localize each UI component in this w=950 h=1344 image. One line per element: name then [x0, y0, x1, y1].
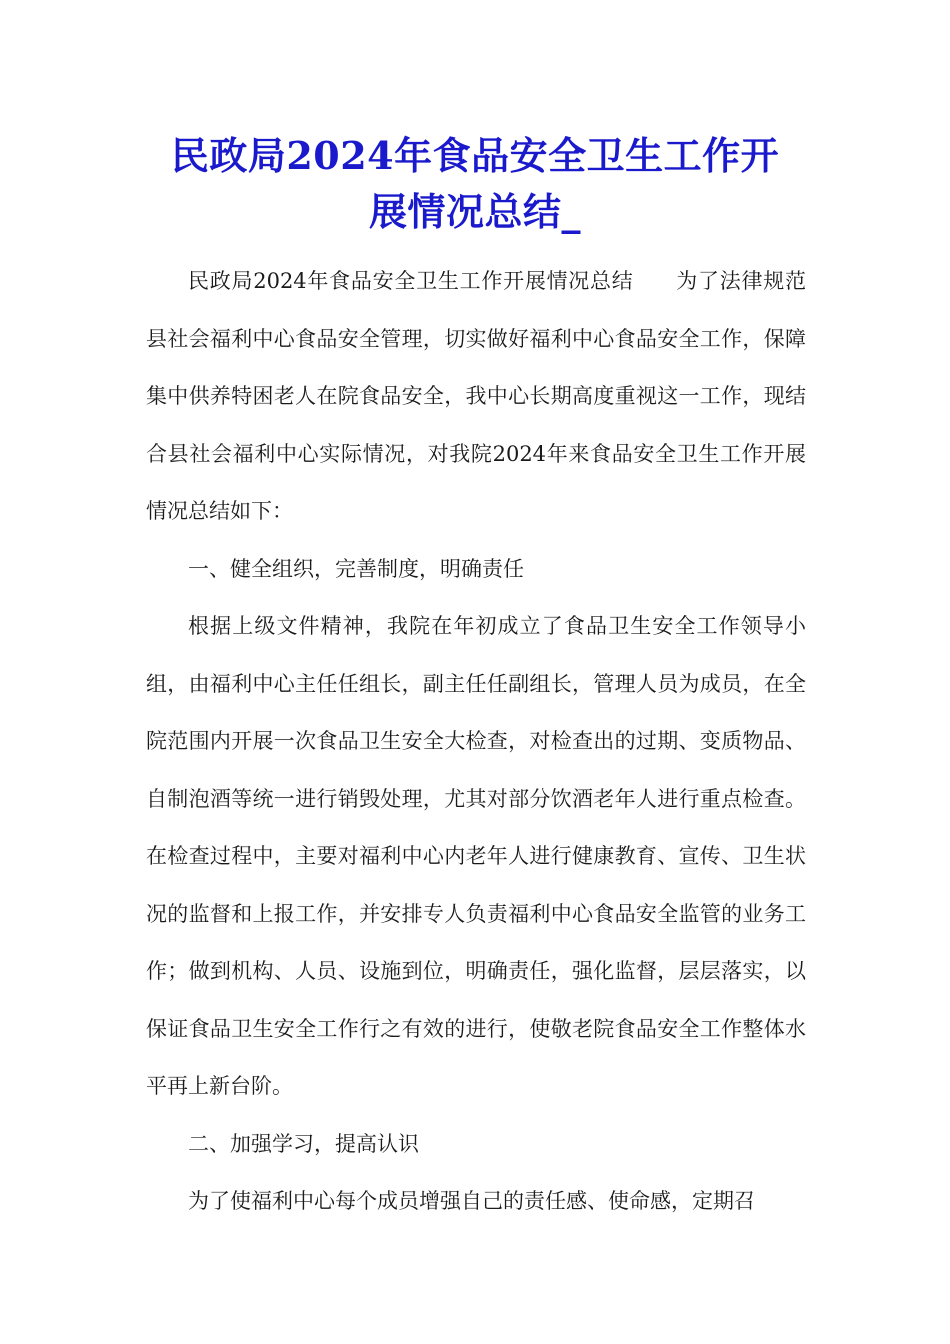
intro-paragraph	[146, 253, 806, 541]
title-line-1: 民政局2024年食品安全卫生工作开	[170, 133, 780, 178]
section-1-paragraph: 根据上级文件精神，我院在年初成立了食品卫生安全工作领导小组，由福利中心主任任组长，副主任任副组长，管理人员为成员，在全院范围内开展一次食品卫生安全大检查，对检查出的过期、变质物品、自制泡酒等统一进行销毁处理，尤其对部分饮酒老年人进行重点检查。在检查过程中，主要对福利中心内老年人进行健康教育、宣传、卫生状况的监督和上报工作，并安排专人负责福利中心食品安全监管的业务工作；做到机构、人员、设施到位，明确责任，强化监督，层层落实，以保证食品卫生安全工作行之有效的进行，使敬老院食品安全工作整体水平再上新台阶。	[146, 614, 806, 1098]
section-2-heading: 二、加强学习，提高认识	[188, 1131, 419, 1156]
intro-text: 为了法律规范县社会福利中心食品安全管理，切实做好福利中心食品安全工作，保障集中供养特困老人在院食品安全，我中心长期高度重视这一工作，现结合县社会福利中心实际情况，对我院2024年来食品安全卫生工作开展情况总结如下：	[146, 269, 806, 523]
section-1-heading: 一、健全组织，完善制度，明确责任	[188, 556, 524, 581]
section-2-paragraph: 为了使福利中心每个成员增强自己的责任感、使命感，定期召	[188, 1189, 755, 1213]
document-body	[146, 253, 806, 1231]
document-title	[120, 128, 830, 240]
title-line-2: 展情况总结_	[368, 189, 581, 234]
intro-heading: 民政局2024年食品安全卫生工作开展情况总结	[188, 269, 634, 293]
